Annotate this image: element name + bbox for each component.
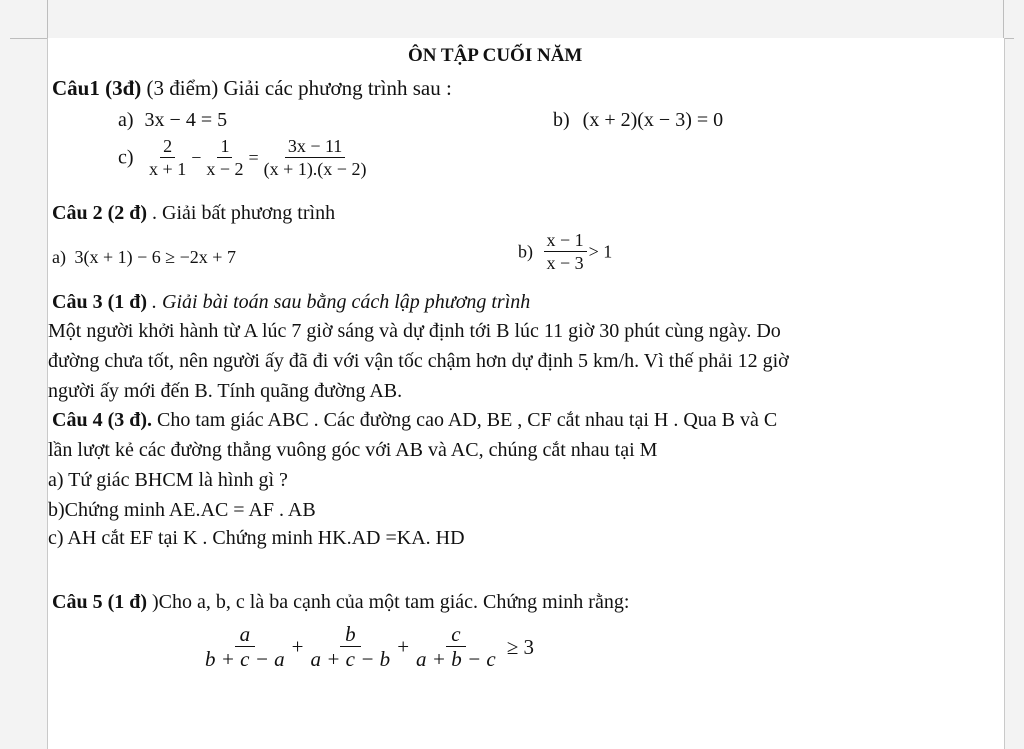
q2-a-inequality: 3(x + 1) − 6 ≥ −2x + 7: [74, 247, 236, 267]
q5-rest: ≥ 3: [506, 634, 534, 659]
question-2-heading: [52, 201, 335, 225]
question-1-label: Câu1 (3đ): [52, 76, 142, 100]
q1-c-fraction-3: $\frac{3x - 11}{(x + 1).(x - 2)}$: [263, 136, 367, 179]
question-2-text: . Giải bất phương trình: [147, 202, 336, 224]
question-5-heading: [52, 590, 629, 614]
q2-part-a: [52, 245, 236, 269]
q3-paragraph-line-3: người ấy mới đến B. Tính quãng đường AB.: [48, 380, 403, 402]
q1-part-c: [118, 136, 371, 179]
q1-c-fraction-1: $\frac{2}{x + 1}$: [149, 136, 187, 179]
q3-paragraph-line-1: Một người khởi hành từ A lúc 7 giờ sáng và dự định tới B lúc 11 giờ 30 phút cùng ngày. Do: [48, 320, 781, 342]
q1-c-label: c): [118, 146, 134, 169]
question-1-text: (3 điểm) Giải các phương trình sau :: [141, 76, 452, 100]
q4-part-c: c) AH cắt EF tại K . Chứng minh HK.AD =KA. HD: [48, 527, 465, 549]
q1-b-equation: (x + 2)(x − 3) = 0: [582, 109, 724, 131]
q5-plus-2: +: [397, 634, 410, 659]
q1-c-equals: =: [248, 147, 259, 168]
question-2-label: Câu 2 (2 đ): [52, 202, 148, 224]
question-4-label: Câu 4 (3 đ).: [52, 409, 153, 431]
q1-a-equation: 3x − 4 = 5: [144, 109, 228, 131]
q5-fraction-3: $\frac{c}{a + b - c}$: [416, 622, 496, 671]
question-5-label: Câu 5 (1 đ): [52, 591, 148, 613]
q2-a-label: a): [52, 247, 66, 267]
q1-part-a: [118, 108, 227, 132]
q1-part-b: [553, 108, 723, 132]
q5-plus-1: +: [291, 634, 304, 659]
q2-b-fraction: $\frac{x - 1}{x - 3}$: [544, 230, 587, 273]
left-margin-guide: [47, 0, 48, 38]
q5-fraction-2: $\frac{b}{a + c - b}$: [310, 622, 391, 671]
question-5-text: )Cho a, b, c là ba cạnh của một tam giác. Chứng minh rằng:: [147, 591, 630, 613]
question-3-label: Câu 3 (1 đ): [52, 291, 148, 313]
q2-b-label: b): [518, 241, 533, 262]
right-margin-guide: [1003, 0, 1004, 38]
q1-c-fraction-2: $\frac{1}{x - 2}$: [206, 136, 244, 179]
question-3-heading: [52, 290, 530, 314]
document-title: ÔN TẬP CUỐI NĂM: [408, 45, 583, 66]
q3-paragraph-line-2: đường chưa tốt, nên người ấy đã đi với vận tốc chậm hơn dự định 5 km/h. Vì thế phải 12 giờ: [48, 350, 789, 372]
question-3-text: . Giải bài toán sau bằng cách lập phương trình: [147, 291, 531, 313]
q5-inequality: [198, 622, 534, 671]
q2-b-rest: > 1: [588, 241, 613, 262]
q1-c-minus: −: [191, 147, 202, 168]
document-page: [47, 38, 1005, 749]
q5-fraction-1: $\frac{a}{b + c - a}$: [205, 622, 285, 671]
q4-part-b: b)Chứng minh AE.AC = AF . AB: [48, 499, 316, 521]
question-1-heading: [52, 76, 452, 100]
question-4-heading: [52, 408, 777, 432]
q1-a-label: a): [118, 109, 134, 131]
q4-paragraph-line-2: lần lượt kẻ các đường thẳng vuông góc với AB và AC, chúng cắt nhau tại M: [48, 439, 658, 461]
question-4-text: Cho tam giác ABC . Các đường cao AD, BE , CF cắt nhau tại H . Qua B và C: [152, 409, 778, 431]
q4-part-a: a) Tứ giác BHCM là hình gì ?: [48, 469, 288, 491]
q1-b-label: b): [553, 109, 570, 131]
q2-part-b: [518, 230, 612, 273]
